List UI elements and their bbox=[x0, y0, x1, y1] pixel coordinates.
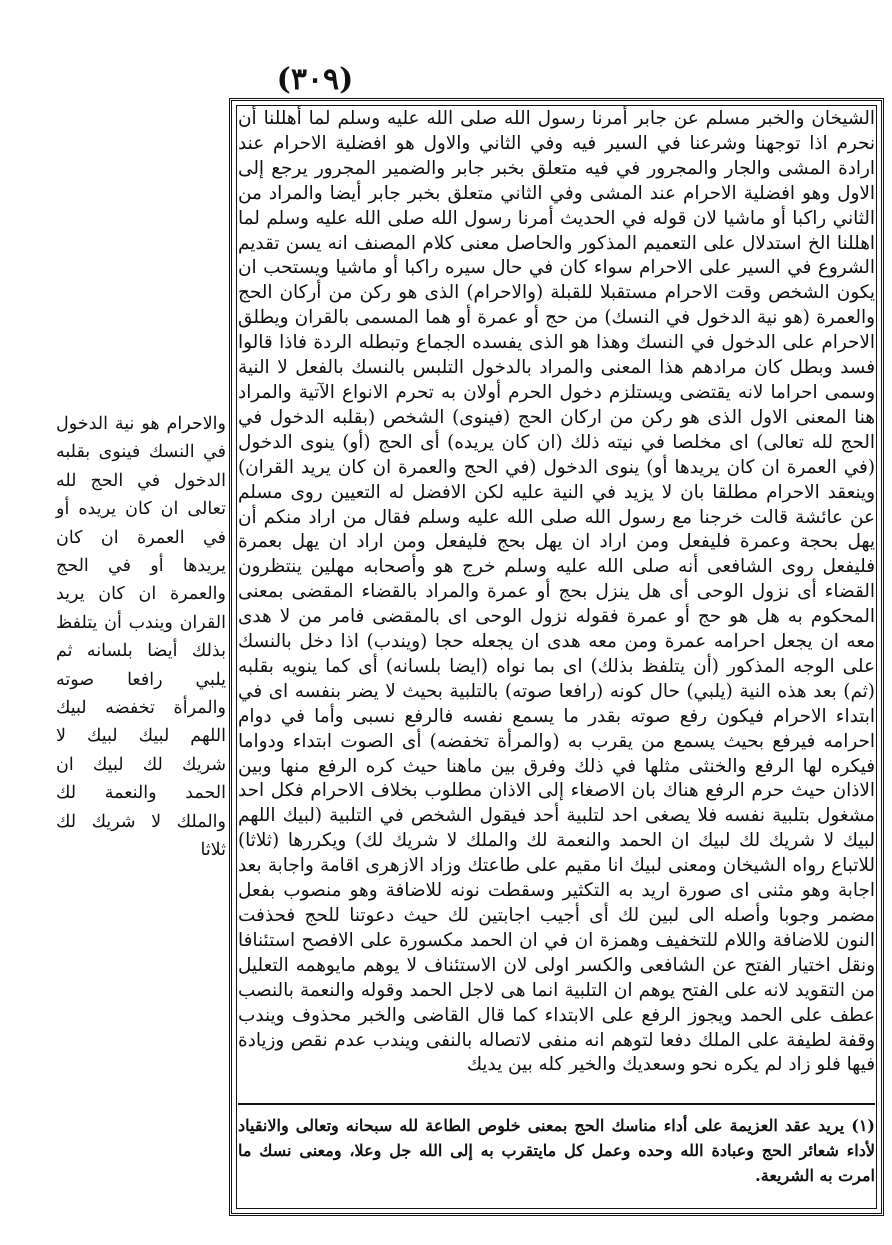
footnote-separator bbox=[238, 1103, 875, 1105]
main-commentary bbox=[238, 107, 875, 1087]
main-paragraph: الشيخان والخبر مسلم عن جابر أمرنا رسول الله صلى الله عليه وسلم لما أهللنا أن نحرم اذا توجهنا وشرعنا في السير فيه وفي الثاني والاول هو افضلية الاحرام عند ارادة المشى والجار والمجرور في فيه متعلق بخبر جابر والضمير المجرور يرجع إلى الاول وهو افضلية الاحرام عند المشى وفي الثاني متعلق بخبر جابر أيضا والمراد من الثاني راكبا أو ماشيا لان قوله في الحديث أمرنا رسول الله صلى الله عليه وسلم لما اهللنا الخ استدلال على التعميم المذكور والحاصل معنى كلام المصنف انه يسن تقديم الشروع في السير على الاحرام سواء كان في حال سيره راكبا أو ماشيا ويستحب ان يكون الشخص وقت الاحرام مستقبلا للقبلة (والاحرام) الذى هو ركن من أركان الحج والعمرة (هو نية الدخول في النسك) من حج أو عمرة أو هما المسمى بالقران ويطلق الاحرام على الدخول في النسك وهذا هو الذى يفسده الجماع وتبطله الردة فاذا قالوا فسد وبطل كان مرادهم هذا المعنى والمراد بالدخول التلبس بالنسك بالفعل لا النية وسمى احراما لانه يقتضى ويستلزم دخول الحرم أولان به تحرم الانواع الآتية والمراد هنا المعنى الاول الذى هو ركن من اركان الحج (فينوى) الشخص (بقلبه الدخول في الحج لله تعالى) اى مخلصا في نيته ذلك (ان كان يريده) أى الحج (أو) ينوى الدخول (في العمرة ان كان يريدها أو) ينوى الدخول (في الحج والعمرة ان كان يريد القران) وينعقد الاحرام مطلقا بان لا يزيد في النية عليه لكن الافضل له التعيين روى مسلم عن عائشة قالت خرجنا مع رسول الله صلى الله عليه وسلم فقال من اراد منكم أن يهل بحجة وعمرة فليفعل ومن اراد ان يهل بحج فليفعل ومن اراد ان يهل بعمرة فليفعل روى الشافعى أنه صلى الله عليه وسلم خرج هو وأصحابه مهلين ينتظرون القضاء أى نزول الوحى أى هل ينزل بحج أو عمرة والمراد بالقضاء المقضى بمعنى المحكوم به هل هو حج أو عمرة فقوله نزول الوحى اى بالمقضى فامر من لا هدى معه ان يجعل احرامه عمرة ومن معه هدى ان يجعله حجا (ويندب) اذا دخل بالنسك على الوجه المذكور (أن يتلفظ بذلك) اى بما نواه (ايضا بلسانه) أى كما ينويه بقلبه (ثم) بعد هذه النية (يلبي) حال كونه (رافعا صوته) بالتلبية بحيث لا يضر بنفسه اى في ابتداء الاحرام فيكون رفع صوته بقدر ما يسمع نفسه فالرفع نسبى وأما في دوام احرامه فيرفع بحيث يسمع من يقرب به (والمرأة تخفضه) أى الصوت ابتداء ودواما فيكره لها الرفع والخنثى مثلها في ذلك وفرق بين ماهنا حيث كره الرفع منها وبين الاذان حيث حرم الرفع هناك بان الاصغاء إلى الاذان مطلوب بخلاف الاحرام فكل احد مشغول بتلبية نفسه فلا يصغى احد لتلبية أحد فيقول الشخص في التلبية (لبيك اللهم لبيك لا شريك لك لبيك ان الحمد والنعمة لك والملك لا شريك لك) ويكررها (ثلاثا) للاتباع رواه الشيخان ومعنى لبيك انا مقيم على طاعتك وزاد الازهرى اقامة واجابة بعد اجابة وهو مثنى اى صورة اريد به التكثير وسقطت نونه للاضافة وهو منصوب بفعل مضمر وجوبا وأصله الى لبين لك أى أجيب اجابتين لك حيث دعوتنا للحج فحذفت النون للاضافة واللام للتخفيف وهمزة ان في ان الحمد مكسورة على الافصح استئنافا ونقل اختيار الفتح عن الشافعى والكسر اولى لان الاستئناف لا يوهم مايوهمه التعليل من التقويد لانه على الفتح يوهم ان التلبية انما هى لاجل الحمد وقوله والنعمة بالنصب عطف على الحمد ويجوز الرفع على الابتداء كما قال القاضى والخبر محذوف ويندب وقفة لطيفة على الملك دفعا لتوهم انه منفى لاتصاله بالنفى ويندب عدم نقص وزيادة فيها فلو زاد لم يكره نحو وسعديك والخير كله بين يديك bbox=[238, 108, 875, 1076]
text-frame bbox=[229, 98, 884, 1216]
margin-paragraph: والاحرام هو نية الدخول في النسك فينوى بقلبه الدخول في الحج لله تعالى ان كان يريده أو في العمرة ان كان يريدها أو في الحج والعمرة ان كان يريد القران ويندب أن يتلفظ بذلك أيضا بلسانه ثم يلبي رافعا صوته والمرأة تخفضه لبيك اللهم لبيك لبيك لا شريك لك لبيك ان الحمد والنعمة لك والملك لا شريك لك ثلاثا bbox=[56, 414, 226, 861]
margin-commentary bbox=[56, 410, 226, 861]
page-number: (٣٠٩) bbox=[276, 62, 354, 97]
footnote: (١) يريد عقد العزيمة على أداء مناسك الحج بمعنى خلوص الطاعة لله سبحانه وتعالى والانقياد لأداء شعائر الحج وعبادة الله وحده وعمل كل مايتقرب به إلى الله جل وعلا، ومعنى نسك ما امرت به الشريعة. bbox=[238, 1116, 875, 1185]
